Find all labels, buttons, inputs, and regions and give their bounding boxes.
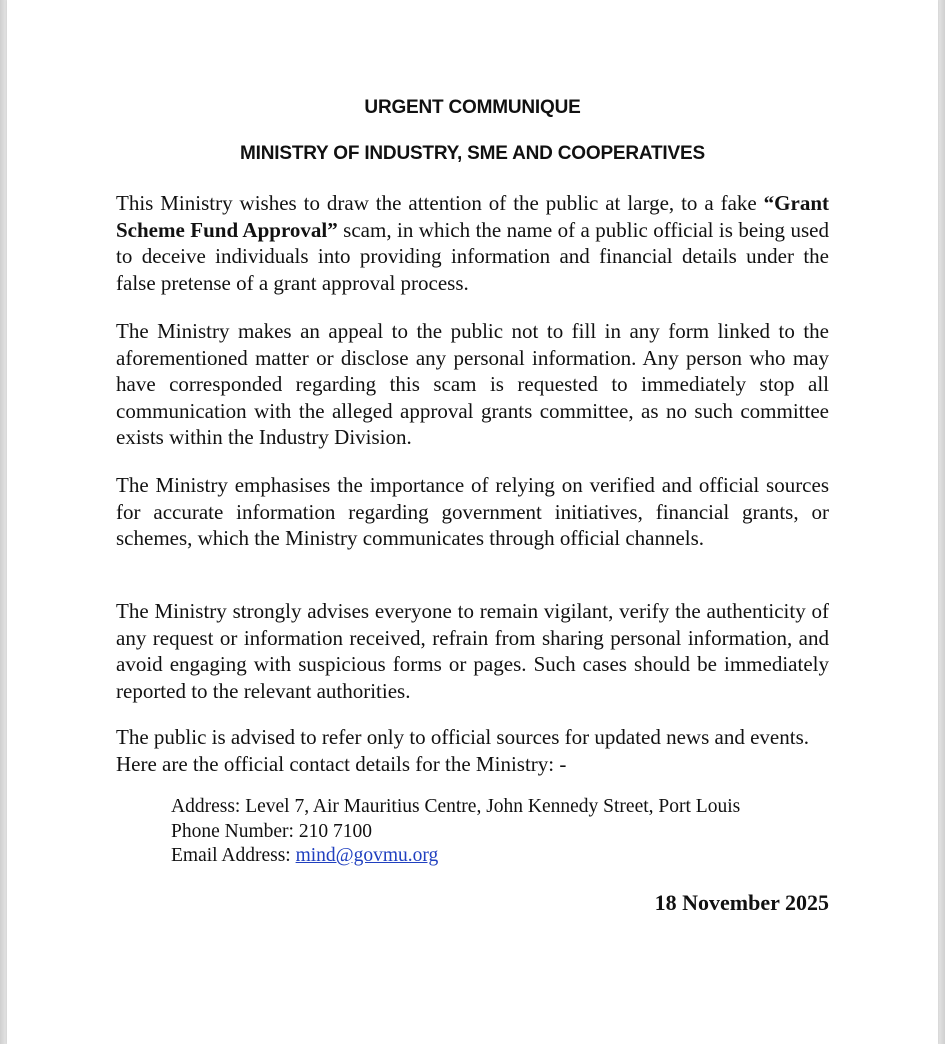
paragraph-4 <box>116 598 829 704</box>
contact-email <box>171 844 740 869</box>
address-value: Level 7, Air Mauritius Centre, John Kennedy Street, Port Louis <box>245 796 741 817</box>
document-title: URGENT COMMUNIQUE <box>364 97 581 118</box>
paragraph-5-text: The public is advised to refer only to official sources for updated news and events. Here are the official contact details for the Ministry: - <box>116 725 809 776</box>
phone-label: Phone Number: <box>171 820 299 842</box>
address-label: Address: <box>171 796 246 817</box>
phone-value: 210 7100 <box>298 820 372 842</box>
email-label: Email Address: <box>171 845 296 866</box>
contact-address <box>171 795 740 820</box>
contact-details <box>171 795 740 869</box>
email-link[interactable]: mind@govmu.org <box>295 845 439 866</box>
scam-name: “Grant Scheme Fund Approval” <box>116 191 829 242</box>
paragraph-1-rest: scam, in which the name of a public official is being used to deceive individuals into providing information and financial details under the false pretense of a grant approval process. <box>116 217 829 295</box>
paragraph-3-text: The Ministry emphasises the importance of relying on verified and official sources for accurate information regarding government initiatives, financial grants, or schemes, which the Ministry communicates through official channels. <box>116 473 829 550</box>
communique-date: 18 November 2025 <box>654 890 829 915</box>
paragraph-2-text: The Ministry makes an appeal to the public not to fill in any form linked to the aforementioned matter or disclose any personal information. Any person who may have corresponded regarding this scam is requested to immediately stop all communication with the alleged approval grants committee, as no such committee exists within the Industry Division. <box>116 319 829 449</box>
ministry-name: MINISTRY OF INDUSTRY, SME AND COOPERATIVES <box>240 143 705 164</box>
contact-phone <box>171 820 740 845</box>
paragraph-2 <box>116 318 829 451</box>
paragraph-3 <box>116 472 829 552</box>
paragraph-1 <box>116 190 829 296</box>
paragraph-5 <box>116 724 829 777</box>
paragraph-4-text: The Ministry strongly advises everyone to remain vigilant, verify the authenticity of any request or information received, refrain from sharing personal information, and avoid engaging with suspicious forms or pages. Such cases should be immediately reported to the relevant authorities. <box>116 599 829 703</box>
paragraph-1-intro: This Ministry wishes to draw the attention of the public at large, to a fake <box>116 191 764 215</box>
